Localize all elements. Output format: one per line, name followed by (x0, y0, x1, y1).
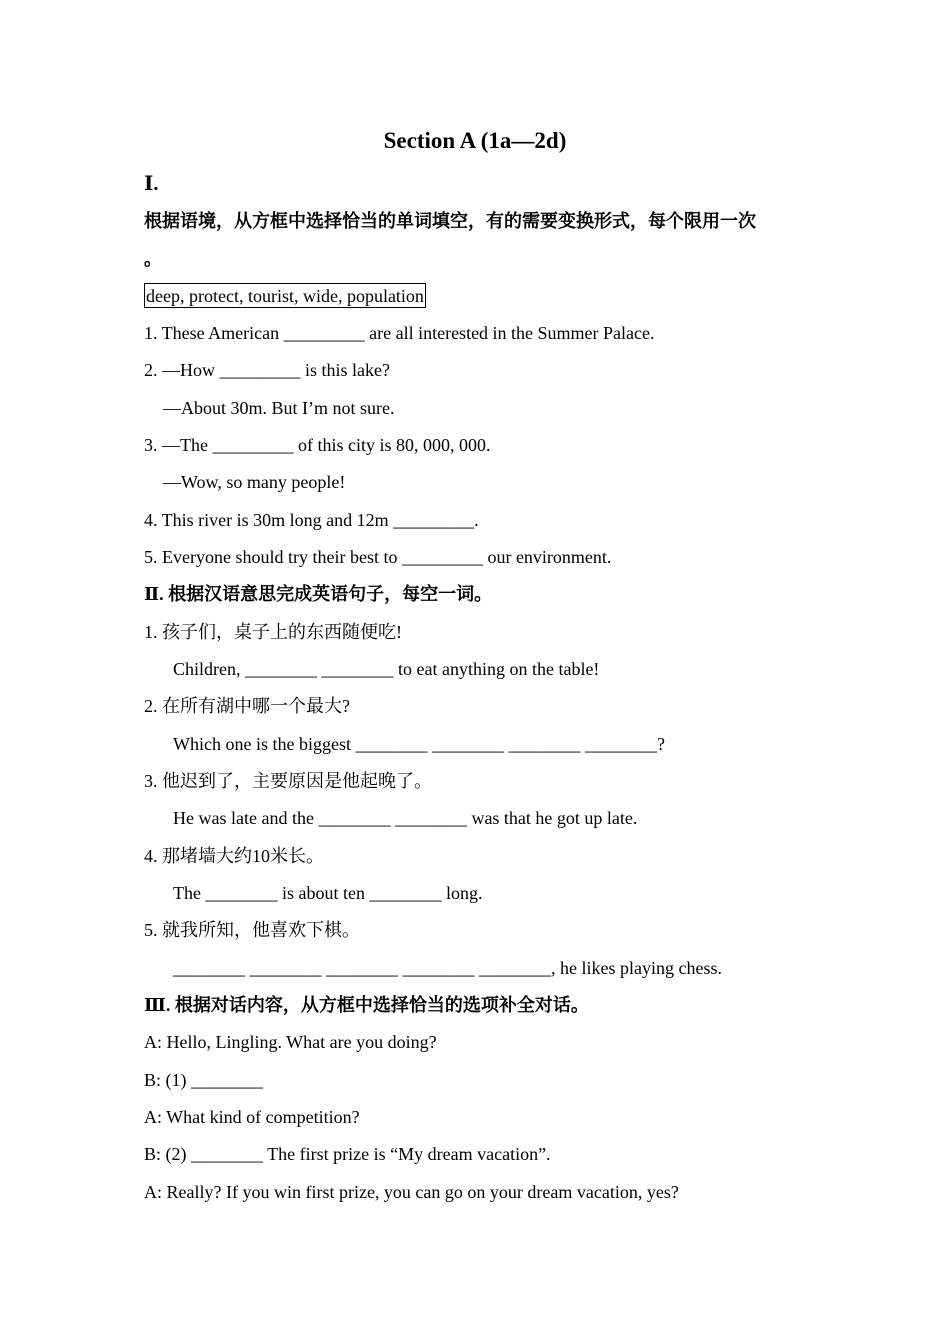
section-2-heading: Ⅱ. 根据汉语意思完成英语句子，每空一词。 (144, 584, 493, 604)
section-2-chinese-prompt: 4. 那堵墙大约10米长。 (144, 846, 324, 866)
section-1-reply: —Wow, so many people! (163, 472, 346, 492)
dialogue-line: A: Hello, Lingling. What are you doing? (144, 1032, 437, 1052)
section-2-chinese-prompt: 3. 他迟到了，主要原因是他起晚了。 (144, 771, 432, 791)
section-1-item: 5. Everyone should try their best to _________ our environment. (144, 547, 612, 567)
section-1-instruction-end: 。 (144, 249, 162, 269)
section-1-item: 3. —The _________ of this city is 80, 000, 000. (144, 435, 491, 455)
dialogue-line: A: What kind of competition? (144, 1107, 360, 1127)
section-2-chinese-prompt: 1. 孩子们，桌子上的东西随便吃! (144, 622, 402, 642)
dialogue-line: B: (1) ________ (144, 1070, 263, 1090)
section-2-english-blank: He was late and the ________ ________ was that he got up late. (173, 808, 638, 828)
word-box: deep, protect, tourist, wide, population (144, 283, 426, 308)
word-box-row (144, 285, 426, 307)
section-1-numeral: Ⅰ. (144, 173, 159, 195)
section-2-english-blank: The ________ is about ten ________ long. (173, 883, 483, 903)
page-title: Section A (1a—2d) (383, 128, 567, 153)
section-1-instruction: 根据语境，从方框中选择恰当的单词填空，有的需要变换形式，每个限用一次 (144, 211, 756, 231)
section-2-english-blank: ________ ________ ________ ________ ________, he likes playing chess. (173, 958, 722, 978)
section-2-chinese-prompt: 2. 在所有湖中哪一个最大? (144, 696, 350, 716)
dialogue-line: B: (2) ________ The first prize is “My dream vacation”. (144, 1144, 551, 1164)
section-2-english-blank: Children, ________ ________ to eat anything on the table! (173, 659, 600, 679)
section-1-item: 1. These American _________ are all interested in the Summer Palace. (144, 323, 655, 343)
section-1-item: 2. —How _________ is this lake? (144, 360, 390, 380)
section-2-chinese-prompt: 5. 就我所知，他喜欢下棋。 (144, 920, 360, 940)
dialogue-line: A: Really? If you win first prize, you can go on your dream vacation, yes? (144, 1182, 679, 1202)
section-2-english-blank: Which one is the biggest ________ ________ ________ ________? (173, 734, 665, 754)
section-3-heading: Ⅲ. 根据对话内容，从方框中选择恰当的选项补全对话。 (144, 995, 589, 1015)
section-1-reply: —About 30m. But I’m not sure. (163, 398, 395, 418)
section-1-item: 4. This river is 30m long and 12m _________. (144, 510, 479, 530)
